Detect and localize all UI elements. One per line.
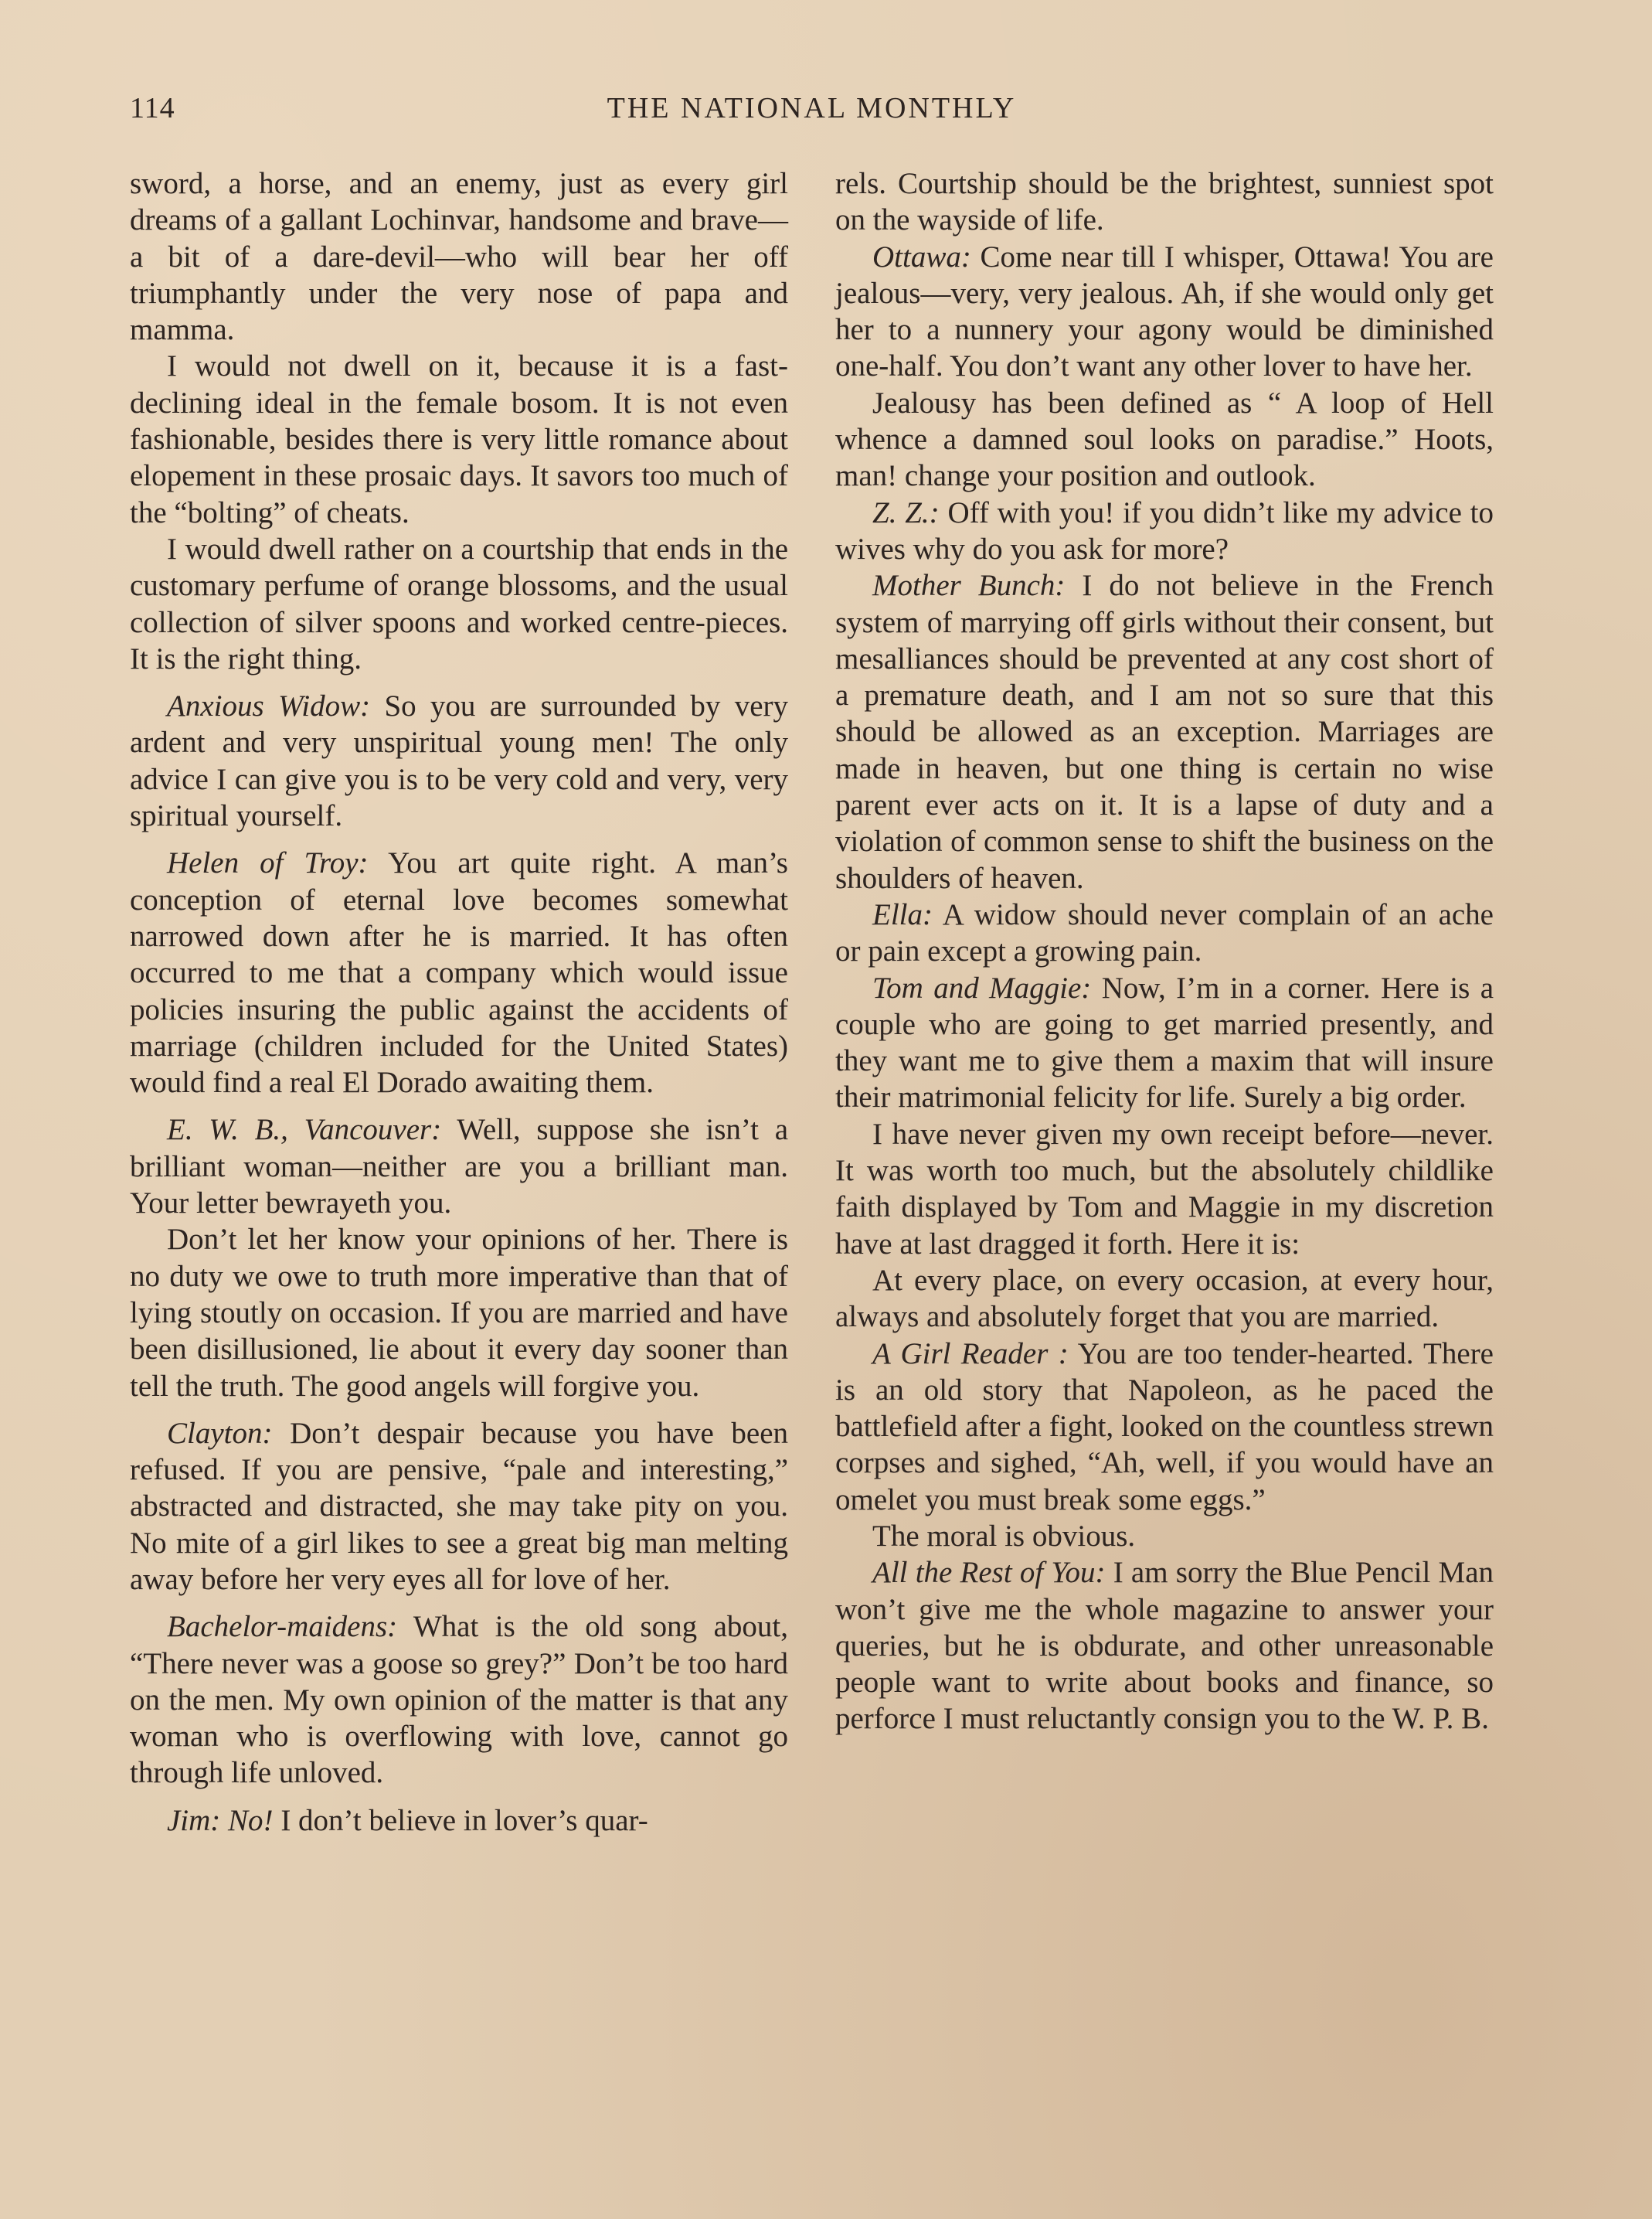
right-column [835,165,1494,1737]
query-answer: Ottawa: Come near till I whisper, Ottawa! You are jealous—very, very jealous. Ah, if she would only get her to a nunnery your agony would be diminished one-half. You don’t want any other lover to have her. [835,240,1494,383]
paragraph: The moral is obvious. [872,1519,1136,1553]
query-answer: Helen of Troy: You art quite right. A man’s conception of eternal love becomes somewhat narrowed down after he is married. It has often occurred to me that a company which would issue policies insuring the public against the accidents of marriage (children included for the United States) would find a real El Dorado awaiting them. [130,846,788,1100]
paragraph: Don’t let her know your opinions of her. There is no duty we owe to truth more imperative than that of lying stoutly on occasion. If you are married and have been disillusioned, lie about it every day sooner than tell the truth. The good angels will forgive you. [130,1223,788,1403]
paragraph: sword, a horse, and an enemy, just as every girl dreams of a gallant Lochinvar, handsome and brave—a bit of a dare-devil—who will bear her off triumphantly under the very nose of papa and mamma. [130,167,788,347]
left-column [130,165,788,1839]
query-answer: A Girl Reader : You are too tender-hearted. There is an old story that Napoleon, as he paced the battlefield after a fight, looked on the countless strewn corpses and sighed, “Ah, well, if you would have an omelet you must break some eggs.” [835,1336,1494,1516]
paragraph: Jealousy has been defined as “ A loop of Hell whence a damned soul looks on paradise.” Hoots, man! change your position and outlook. [835,386,1494,493]
query-answer: Ella: A widow should never complain of an ache or pain except a growing pain. [835,897,1494,968]
query-answer: Tom and Maggie: Now, I’m in a corner. Here is a couple who are going to get married presently, and they want me to give them a maxim that will insure their matrimonial felicity for life. Surely a big order. [835,971,1494,1115]
correspondent-name: Ottawa: [872,240,971,274]
paragraph: At every place, on every occasion, at every hour, always and absolutely forget that you are married. [835,1263,1494,1334]
query-answer: Jim: No! I don’t believe in lover’s quar- [167,1803,648,1837]
correspondent-name: Jim: No! [167,1803,274,1837]
correspondent-name: Clayton: [167,1416,273,1450]
paragraph: I have never given my own receipt before—never. It was worth too much, but the absolutely childlike faith displayed by Tom and Maggie in my discretion have at last dragged it forth. Here it is: [835,1117,1494,1261]
correspondent-name: A Girl Reader : [872,1336,1069,1370]
running-title: THE NATIONAL MONTHLY [607,92,1017,124]
correspondent-name: All the Rest of You: [872,1556,1106,1590]
query-answer: Anxious Widow: So you are surrounded by very ardent and very unspiritual young men! The only advice I can give you is to be very cold and very, very spiritual yourself. [130,689,789,833]
correspondent-name: Anxious Widow: [167,689,371,723]
paragraph: I would dwell rather on a courtship that ends in the customary perfume of orange blossoms, and the usual collection of silver spoons and worked centre-pieces. It is the right thing. [130,532,788,676]
correspondent-name: Mother Bunch: [872,569,1066,603]
query-answer: Mother Bunch: I do not believe in the French system of marrying off girls without their consent, but mesalliances should be prevented at any cost short of a premature death, and I am not so sure that this should be allowed as an exception. Marriages are made in heaven, but one thing is certain no wise parent ever acts on it. It is a lapse of duty and a violation of common sense to shift the business on the shoulders of heaven. [835,569,1494,895]
correspondent-name: Ella: [872,897,933,931]
query-answer: Clayton: Don’t despair because you have been refused. If you are pensive, “pale and interesting,” abstracted and distracted, she may take pity on you. No mite of a girl likes to see a great big man melting away before her very eyes all for love of her. [130,1416,789,1596]
correspondent-name: Bachelor-maidens: [167,1610,398,1644]
paragraph: rels. Courtship should be the brightest, sunniest spot on the wayside of life. [835,167,1494,237]
query-answer: Bachelor-maidens: What is the old song about, “There never was a goose so grey?” Don’t be too hard on the men. My own opinion of the matter is that any woman who is overflowing with love, cannot go through life unloved. [130,1610,788,1790]
query-answer: Z. Z.: Off with you! if you didn’t like my advice to wives why do you ask for more? [835,495,1494,566]
correspondent-name: Z. Z.: [872,495,940,529]
paragraph: I would not dwell on it, because it is a fast-declining ideal in the female bosom. It is not even fashionable, besides there is very little romance about elopement in these prosaic days. It savors too much of the “bolting” of cheats. [130,349,788,529]
correspondent-name: Tom and Maggie: [872,971,1092,1005]
page-header [130,91,1494,138]
correspondent-name: E. W. B., Vancouver: [167,1113,442,1147]
query-answer: All the Rest of You: I am sorry the Blue Pencil Man won’t give me the whole magazine to answer your queries, but he is obdurate, and other unreasonable people want to write about books and finance, so perforce I must reluctantly consign you to the W. P. B. [835,1556,1494,1736]
page-number: 114 [130,92,175,124]
query-answer: E. W. B., Vancouver: Well, suppose she isn’t a brilliant woman—neither are you a brilliant man. Your letter bewrayeth you. [130,1113,789,1220]
correspondent-name: Helen of Troy: [167,846,369,880]
